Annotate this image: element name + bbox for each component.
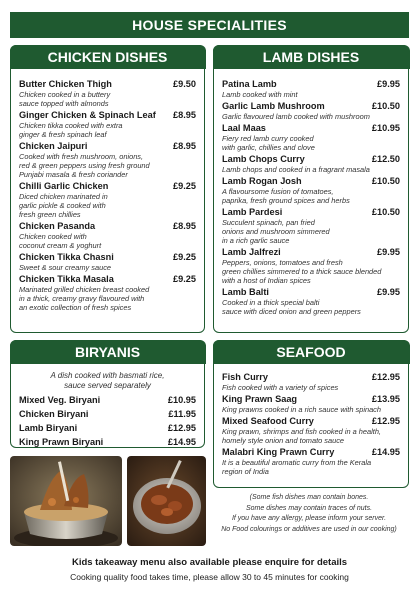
dish-price: £9.25 [173, 181, 196, 191]
dish-description: ginger & fresh spinach leaf [19, 130, 107, 139]
menu-item [222, 247, 400, 285]
dish-price: £9.25 [173, 274, 196, 284]
dish-description: sauce topped with almonds [19, 99, 109, 108]
food-photo-right-image [127, 456, 206, 546]
dish-price: £11.95 [168, 409, 196, 419]
menu-item [222, 123, 400, 152]
menu-item [19, 274, 196, 312]
menu-item [222, 287, 400, 316]
dish-description: A flavoursome fusion of tomatoes, [222, 187, 334, 196]
dish-description: Chicken cooked with [19, 232, 87, 241]
dish-description: Cooked in a thick special balti [222, 298, 320, 307]
menu-item [222, 154, 400, 174]
dish-description: Sweet & sour creamy sauce [19, 263, 112, 272]
dish-name: Chicken Biryani [19, 409, 89, 419]
dish-price: £9.50 [173, 79, 196, 89]
note-line: (Some fish dishes man contain bones. [249, 494, 369, 501]
dish-price: £8.95 [173, 110, 196, 120]
dish-name: Lamb Chops Curry [222, 154, 305, 164]
lamb-dishes-panel [213, 45, 409, 333]
biryanis-panel [10, 340, 205, 448]
house-specialities-banner: HOUSE SPECIALITIES [10, 12, 409, 38]
dish-description: Fiery red lamb curry cooked [222, 134, 314, 143]
menu-item [19, 181, 196, 219]
dish-name: Chicken Tikka Chasni [19, 252, 114, 262]
dish-price: £8.95 [173, 221, 196, 231]
dish-price: £10.95 [371, 123, 400, 133]
dish-price: £14.95 [371, 447, 400, 457]
dish-description: with a host of Indian spices [222, 276, 311, 285]
dish-name: Mixed Seafood Curry [222, 416, 314, 426]
dish-price: £12.95 [371, 416, 400, 426]
biryanis-heading: BIRYANIS [10, 340, 206, 364]
dish-price: £10.50 [371, 207, 400, 217]
dish-name: Lamb Rogan Josh [222, 176, 302, 186]
dietary-notes [212, 493, 406, 535]
dish-name: King Prawn Biryani [19, 437, 104, 447]
dish-description: coconut cream & yoghurt [19, 241, 102, 250]
dish-name: Garlic Lamb Mushroom [222, 101, 325, 111]
dish-name: King Prawn Saag [222, 394, 298, 404]
biryanis-intro [11, 371, 204, 391]
menu-item [19, 395, 196, 406]
dish-description: King prawn, shrimps and fish cooked in a health, [222, 427, 381, 436]
dish-name: Lamb Pardesi [222, 207, 283, 217]
cooking-time-note: Cooking quality food takes time, please allow 30 to 45 minutes for cooking [70, 572, 349, 582]
menu-item [19, 409, 196, 420]
dish-description: Cooked with fresh mushroom, onions, [19, 152, 144, 161]
dish-name: Mixed Veg. Biryani [19, 395, 101, 405]
food-photo-left [10, 456, 122, 546]
dish-description: in a rich garlic sauce [222, 236, 290, 245]
menu-item [19, 252, 196, 272]
dish-description: red & green peppers using fresh ground [19, 161, 150, 170]
menu-item [222, 447, 400, 476]
seafood-panel [213, 340, 409, 488]
dish-description: It is a beautiful aromatic curry from the Kerala [222, 458, 372, 467]
dish-price: £14.95 [167, 437, 196, 447]
menu-item [222, 207, 400, 245]
intro-line: A dish cooked with basmati rice, [50, 371, 165, 380]
dish-name: Lamb Biryani [19, 423, 78, 433]
menu-item [222, 372, 400, 392]
dish-price: £9.95 [377, 287, 400, 297]
dish-price: £10.50 [371, 176, 400, 186]
dish-price: £10.95 [167, 395, 196, 405]
dish-price: £13.95 [371, 394, 400, 404]
dish-name: Chicken Jaipuri [19, 141, 88, 151]
menu-item [19, 437, 196, 448]
dish-name: Chicken Tikka Masala [19, 274, 114, 284]
dish-description: sauce with diced onion and green peppers [222, 307, 361, 316]
menu-item [222, 176, 400, 205]
dish-description: King prawns cooked in a rich sauce with spinach [222, 405, 381, 414]
dish-description: paprika, fresh ground spices and herbs [222, 196, 350, 205]
kids-menu-note: Kids takeaway menu also available please enquire for details [71, 557, 348, 568]
dish-price: £9.95 [377, 247, 400, 257]
seafood-heading: SEAFOOD [213, 340, 410, 364]
menu-item [222, 101, 400, 121]
dish-name: Lamb Balti [222, 287, 269, 297]
dish-description: Chicken tikka cooked with extra [19, 121, 123, 130]
dish-description: homely style onion and tomato sauce [222, 436, 345, 445]
dish-name: Malabri King Prawn Curry [222, 447, 335, 457]
dish-description: green chillies simmered to a thick sauce blended [222, 267, 382, 276]
dish-description: Chicken cooked in a buttery [19, 90, 111, 99]
menu-item [222, 394, 400, 414]
dish-description: Diced chicken marinated in [19, 192, 108, 201]
dish-description: Peppers, onions, tomatoes and fresh [222, 258, 343, 267]
dish-name: Laal Maas [222, 123, 266, 133]
dish-name: Chicken Pasanda [19, 221, 96, 231]
dish-price: £12.95 [371, 372, 400, 382]
dish-description: an exotic collection of fresh spices [19, 303, 132, 312]
dish-description: Punjabi masala & fresh coriander [19, 170, 128, 179]
menu-item [19, 79, 196, 108]
lamb-dishes-heading: LAMB DISHES [213, 45, 410, 69]
menu-item [222, 416, 400, 445]
menu-item [19, 423, 196, 434]
chicken-dishes-heading: CHICKEN DISHES [10, 45, 206, 69]
intro-line: sauce served separately [64, 381, 151, 390]
dish-description: onions and mushroom simmered [222, 227, 330, 236]
dish-name: Patina Lamb [222, 79, 277, 89]
note-line: Some dishes may contain traces of nuts. [245, 504, 373, 512]
dish-price: £9.25 [173, 252, 196, 262]
dish-price: £10.50 [371, 101, 400, 111]
dish-description: garlic pickle & cooked with [19, 201, 106, 210]
menu-item [222, 79, 400, 99]
menu-item [19, 141, 196, 179]
note-line: If you have any allergy, please inform your server. [231, 515, 387, 522]
dish-name: Ginger Chicken & Spinach Leaf [19, 110, 156, 120]
dish-description: fresh green chillies [19, 210, 81, 219]
menu-item [19, 221, 196, 250]
dish-description: Lamb chops and cooked in a fragrant masala [222, 165, 370, 174]
dish-price: £8.95 [173, 141, 196, 151]
dish-description: Succulent spinach, pan fried [222, 218, 315, 227]
dish-description: Garlic flavoured lamb cooked with mushroom [222, 112, 370, 121]
note-line: No Food colourings or additives are used in our cooking) [221, 525, 397, 533]
dish-price: £12.95 [167, 423, 196, 433]
dish-name: Butter Chicken Thigh [19, 79, 112, 89]
food-photo-left-image [10, 456, 122, 546]
dish-description: Fish cooked with a variety of spices [222, 383, 339, 392]
dish-name: Fish Curry [222, 372, 268, 382]
dish-description: in a thick, creamy gravy flavoured with [19, 294, 145, 303]
food-photo-right [127, 456, 206, 546]
chicken-dishes-panel [10, 45, 205, 333]
dish-price: £12.50 [371, 154, 400, 164]
dish-name: Chilli Garlic Chicken [19, 181, 109, 191]
dish-price: £9.95 [377, 79, 400, 89]
dish-description: Marinated grilled chicken breast cooked [19, 285, 150, 294]
dish-description: region of India [222, 467, 269, 476]
dish-description: Lamb cooked with mint [222, 90, 298, 99]
dish-description: with garlic, chillies and clove [222, 143, 315, 152]
dish-name: Lamb Jalfrezi [222, 247, 281, 257]
menu-item [19, 110, 196, 139]
